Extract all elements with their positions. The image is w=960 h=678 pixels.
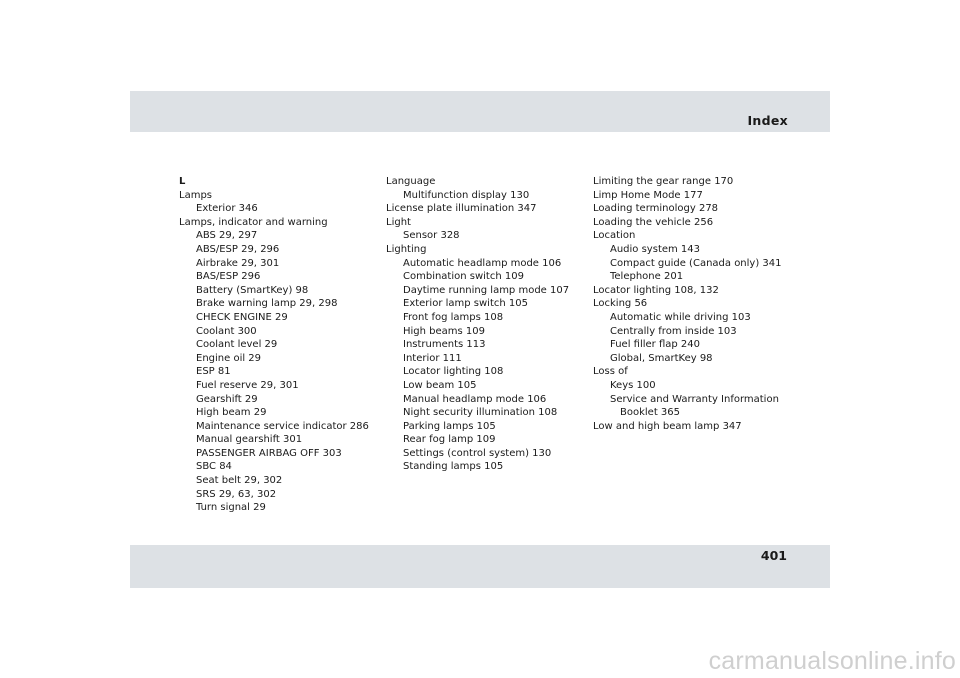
index-subentry: Telephone 201 <box>610 271 684 283</box>
index-subentry: Locator lighting 108 <box>403 366 504 378</box>
index-subentry: Exterior lamp switch 105 <box>403 298 528 310</box>
index-subentry: Engine oil 29 <box>196 352 262 364</box>
index-subentry: ABS 29, 297 <box>196 230 258 242</box>
index-subentry: Night security illumination 108 <box>403 407 558 419</box>
index-entry: Limiting the gear range 170 <box>593 176 734 187</box>
index-subentry: Booklet 365 <box>620 407 681 419</box>
index-subentry: SRS 29, 63, 302 <box>196 488 277 500</box>
index-entry: Loading terminology 278 <box>593 203 719 215</box>
index-subentry: Coolant 300 <box>196 325 257 337</box>
index-subentry: Maintenance service indicator 286 <box>196 420 369 432</box>
index-subentry: Centrally from inside 103 <box>610 325 737 337</box>
index-entry: Light <box>386 216 411 228</box>
index-subentry: Gearshift 29 <box>196 393 258 405</box>
footer-band <box>130 545 830 588</box>
index-subentry: High beams 109 <box>403 325 486 337</box>
index-subentry: Automatic headlamp mode 106 <box>403 257 562 269</box>
index-subentry: Sensor 328 <box>403 230 460 242</box>
index-entry: Location <box>593 230 636 242</box>
index-subentry: Manual headlamp mode 106 <box>403 393 547 405</box>
index-subentry: High beam 29 <box>196 407 267 419</box>
index-subentry: Airbrake 29, 301 <box>196 257 280 269</box>
index-subentry: ESP 81 <box>196 366 231 378</box>
index-entry: Locking 56 <box>593 298 648 310</box>
index-letter-heading: L <box>179 176 186 187</box>
index-entry: Language <box>386 176 436 187</box>
index-entry: Lamps <box>179 189 212 201</box>
index-entry: License plate illumination 347 <box>386 203 537 215</box>
index-subentry: Brake warning lamp 29, 298 <box>196 298 338 310</box>
index-subentry: Service and Warranty Information <box>610 393 779 405</box>
index-subentry: ABS/ESP 29, 296 <box>196 243 280 255</box>
index-subentry: Exterior 346 <box>196 203 258 215</box>
index-subentry: Low beam 105 <box>403 379 477 391</box>
index-subentry: Global, SmartKey 98 <box>610 352 713 364</box>
page-title: Index <box>747 113 788 128</box>
index-subentry: Fuel reserve 29, 301 <box>196 379 299 391</box>
index-entry: Loading the vehicle 256 <box>593 216 714 228</box>
index-column-3 <box>593 175 813 433</box>
index-subentry: Compact guide (Canada only) 341 <box>610 257 782 269</box>
index-subentry: Combination switch 109 <box>403 271 524 283</box>
index-subentry: SBC 84 <box>196 461 232 473</box>
index-subentry: PASSENGER AIRBAG OFF 303 <box>196 447 342 459</box>
index-subentry: Standing lamps 105 <box>403 461 504 473</box>
index-entry: Lighting <box>386 243 427 255</box>
index-column-1 <box>179 175 379 515</box>
index-subentry: Rear fog lamp 109 <box>403 434 496 446</box>
index-entry: Locator lighting 108, 132 <box>593 284 719 296</box>
index-column-2 <box>386 175 586 474</box>
index-subentry: Daytime running lamp mode 107 <box>403 284 570 296</box>
index-subentry: Audio system 143 <box>610 243 701 255</box>
index-subentry: BAS/ESP 296 <box>196 271 261 283</box>
index-subentry: Front fog lamps 108 <box>403 311 504 323</box>
index-subentry: Multifunction display 130 <box>403 189 530 201</box>
index-entry: Limp Home Mode 177 <box>593 189 703 201</box>
index-entry: Lamps, indicator and warning <box>179 216 328 228</box>
index-subentry: Instruments 113 <box>403 339 486 351</box>
index-subentry: Settings (control system) 130 <box>403 447 552 459</box>
page-number: 401 <box>760 548 787 563</box>
index-subentry: Fuel filler flap 240 <box>610 339 700 351</box>
watermark: carmanualsonline.info <box>708 647 956 675</box>
index-subentry: Seat belt 29, 302 <box>196 475 283 487</box>
index-subentry: Keys 100 <box>610 379 656 391</box>
index-subentry: CHECK ENGINE 29 <box>196 311 288 323</box>
index-entry: Loss of <box>593 366 628 378</box>
index-subentry: Coolant level 29 <box>196 339 278 351</box>
index-subentry: Automatic while driving 103 <box>610 311 751 323</box>
index-subentry: Manual gearshift 301 <box>196 434 303 446</box>
header-band <box>130 91 830 132</box>
index-entry: Low and high beam lamp 347 <box>593 420 742 432</box>
index-subentry: Parking lamps 105 <box>403 420 496 432</box>
index-subentry: Battery (SmartKey) 98 <box>196 284 309 296</box>
index-subentry: Turn signal 29 <box>196 502 266 514</box>
index-subentry: Interior 111 <box>403 352 462 364</box>
